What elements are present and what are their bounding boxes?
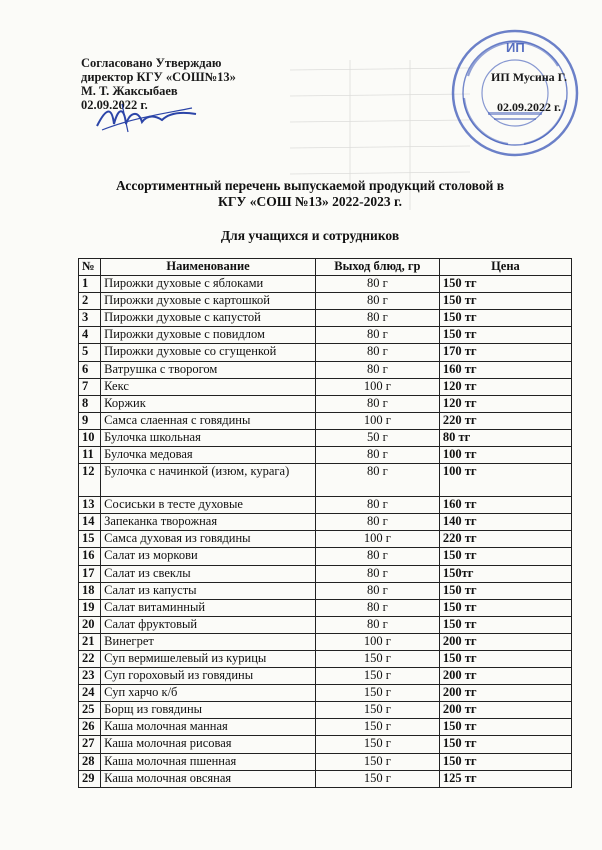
row-output: 80 г <box>315 276 439 293</box>
row-name: Кекс <box>101 378 316 395</box>
row-price: 150 тг <box>439 327 571 344</box>
row-number: 16 <box>79 548 101 565</box>
approval-line-2: директор КГУ «СОШ№13» <box>81 70 236 84</box>
row-output: 150 г <box>315 650 439 667</box>
row-price: 200 тг <box>439 633 571 650</box>
row-output: 100 г <box>315 412 439 429</box>
row-output: 150 г <box>315 736 439 753</box>
row-name: Суп харчо к/б <box>101 685 316 702</box>
row-output: 100 г <box>315 531 439 548</box>
row-output: 80 г <box>315 395 439 412</box>
table-row <box>79 293 572 310</box>
row-output: 150 г <box>315 685 439 702</box>
row-price: 150 тг <box>439 719 571 736</box>
table-row <box>79 327 572 344</box>
table-row <box>79 464 572 497</box>
table-row <box>79 633 572 650</box>
row-name: Суп гороховый из говядины <box>101 668 316 685</box>
row-price: 150 тг <box>439 650 571 667</box>
row-price: 220 тг <box>439 531 571 548</box>
signature-icon <box>92 96 202 136</box>
row-output: 80 г <box>315 514 439 531</box>
row-number: 1 <box>79 276 101 293</box>
row-output: 100 г <box>315 378 439 395</box>
row-name: Пирожки духовые со сгущенкой <box>101 344 316 361</box>
row-number: 7 <box>79 378 101 395</box>
row-output: 80 г <box>315 293 439 310</box>
row-name: Каша молочная овсяная <box>101 770 316 787</box>
row-name: Салат фруктовый <box>101 616 316 633</box>
row-price: 150тг <box>439 565 571 582</box>
approval-line-4: 02.09.2022 г. <box>81 98 148 112</box>
table-row <box>79 565 572 582</box>
row-number: 8 <box>79 395 101 412</box>
row-number: 27 <box>79 736 101 753</box>
row-name: Пирожки духовые с яблоками <box>101 276 316 293</box>
row-output: 80 г <box>315 616 439 633</box>
row-number: 3 <box>79 310 101 327</box>
row-name: Суп вермишелевый из курицы <box>101 650 316 667</box>
row-number: 4 <box>79 327 101 344</box>
row-price: 200 тг <box>439 702 571 719</box>
table-row <box>79 412 572 429</box>
table-row <box>79 753 572 770</box>
row-price: 150 тг <box>439 293 571 310</box>
row-output: 80 г <box>315 344 439 361</box>
row-number: 6 <box>79 361 101 378</box>
stamp-name: ИП Мусина Г. <box>491 70 567 84</box>
row-name: Салат из капусты <box>101 582 316 599</box>
row-output: 150 г <box>315 702 439 719</box>
row-output: 150 г <box>315 770 439 787</box>
header-name: Наименование <box>101 259 316 276</box>
row-name: Пирожки духовые с картошкой <box>101 293 316 310</box>
row-name: Пирожки духовые с капустой <box>101 310 316 327</box>
row-price: 150 тг <box>439 616 571 633</box>
row-price: 150 тг <box>439 736 571 753</box>
table-row <box>79 497 572 514</box>
row-price: 220 тг <box>439 412 571 429</box>
row-output: 80 г <box>315 464 439 497</box>
row-price: 160 тг <box>439 497 571 514</box>
header-output: Выход блюд, гр <box>315 259 439 276</box>
row-number: 28 <box>79 753 101 770</box>
row-price: 100 тг <box>439 447 571 464</box>
row-output: 80 г <box>315 548 439 565</box>
row-number: 5 <box>79 344 101 361</box>
table-body <box>79 276 572 788</box>
table-row <box>79 514 572 531</box>
row-price: 150 тг <box>439 276 571 293</box>
row-name: Булочка школьная <box>101 429 316 446</box>
document-subtitle: Для учащихся и сотрудников <box>220 228 400 243</box>
row-number: 14 <box>79 514 101 531</box>
row-name: Каша молочная манная <box>101 719 316 736</box>
row-output: 50 г <box>315 429 439 446</box>
row-name: Винегрет <box>101 633 316 650</box>
row-price: 200 тг <box>439 685 571 702</box>
row-output: 80 г <box>315 565 439 582</box>
row-price: 140 тг <box>439 514 571 531</box>
row-number: 26 <box>79 719 101 736</box>
approval-line-3: М. Т. Жаксыбаев <box>81 84 178 98</box>
row-output: 80 г <box>315 310 439 327</box>
row-price: 125 тг <box>439 770 571 787</box>
row-number: 19 <box>79 599 101 616</box>
table-row <box>79 429 572 446</box>
row-number: 20 <box>79 616 101 633</box>
stamp-date: 02.09.2022 г. <box>496 100 562 114</box>
row-output: 80 г <box>315 327 439 344</box>
row-number: 9 <box>79 412 101 429</box>
approval-line-1: Согласовано Утверждаю <box>81 56 222 70</box>
row-name: Булочка медовая <box>101 447 316 464</box>
title-line-1: Ассортиментный перечень выпускаемой продукций столовой в <box>115 178 505 193</box>
row-number: 18 <box>79 582 101 599</box>
table-row <box>79 378 572 395</box>
row-number: 24 <box>79 685 101 702</box>
table-row <box>79 616 572 633</box>
table-row <box>79 361 572 378</box>
row-price: 120 тг <box>439 378 571 395</box>
stamp-text <box>474 70 584 114</box>
table-header-row <box>79 259 572 276</box>
row-name: Самса духовая из говядины <box>101 531 316 548</box>
header-price: Цена <box>439 259 571 276</box>
table-row <box>79 447 572 464</box>
table-row <box>79 548 572 565</box>
row-output: 80 г <box>315 447 439 464</box>
row-price: 150 тг <box>439 548 571 565</box>
title-line-2: КГУ «СОШ №13» 2022-2023 г. <box>218 194 402 209</box>
table-row <box>79 531 572 548</box>
row-number: 12 <box>79 464 101 497</box>
table-row <box>79 770 572 787</box>
table-row <box>79 736 572 753</box>
row-output: 150 г <box>315 753 439 770</box>
row-price: 200 тг <box>439 668 571 685</box>
row-number: 23 <box>79 668 101 685</box>
table-row <box>79 344 572 361</box>
table-row <box>79 685 572 702</box>
row-output: 150 г <box>315 668 439 685</box>
row-output: 80 г <box>315 497 439 514</box>
row-number: 15 <box>79 531 101 548</box>
row-name: Каша молочная пшенная <box>101 753 316 770</box>
table-row <box>79 395 572 412</box>
row-number: 2 <box>79 293 101 310</box>
header-number: № <box>79 259 101 276</box>
row-name: Коржик <box>101 395 316 412</box>
row-price: 150 тг <box>439 582 571 599</box>
table-row <box>79 599 572 616</box>
table-row <box>79 582 572 599</box>
row-number: 11 <box>79 447 101 464</box>
row-name: Борщ из говядины <box>101 702 316 719</box>
row-number: 21 <box>79 633 101 650</box>
row-name: Пирожки духовые с повидлом <box>101 327 316 344</box>
table-row <box>79 668 572 685</box>
stamp-ip-label: ИП <box>506 40 525 55</box>
row-number: 29 <box>79 770 101 787</box>
row-output: 80 г <box>315 361 439 378</box>
row-price: 160 тг <box>439 361 571 378</box>
document-title <box>60 178 560 210</box>
row-name: Сосиськи в тесте духовые <box>101 497 316 514</box>
row-name: Салат из свеклы <box>101 565 316 582</box>
row-name: Ватрушка с творогом <box>101 361 316 378</box>
table-row <box>79 310 572 327</box>
row-price: 150 тг <box>439 599 571 616</box>
row-number: 10 <box>79 429 101 446</box>
product-table <box>78 258 572 788</box>
row-price: 170 тг <box>439 344 571 361</box>
row-price: 80 тг <box>439 429 571 446</box>
row-output: 80 г <box>315 599 439 616</box>
row-output: 150 г <box>315 719 439 736</box>
row-output: 100 г <box>315 633 439 650</box>
row-number: 22 <box>79 650 101 667</box>
row-name: Запеканка творожная <box>101 514 316 531</box>
row-number: 17 <box>79 565 101 582</box>
row-number: 13 <box>79 497 101 514</box>
row-price: 150 тг <box>439 753 571 770</box>
row-name: Салат из моркови <box>101 548 316 565</box>
table-row <box>79 719 572 736</box>
table-row <box>79 702 572 719</box>
row-price: 100 тг <box>439 464 571 497</box>
row-name: Салат витаминный <box>101 599 316 616</box>
row-number: 25 <box>79 702 101 719</box>
row-name: Каша молочная рисовая <box>101 736 316 753</box>
table-row <box>79 650 572 667</box>
row-output: 80 г <box>315 582 439 599</box>
row-price: 120 тг <box>439 395 571 412</box>
row-name: Самса слаенная с говядины <box>101 412 316 429</box>
table-row <box>79 276 572 293</box>
row-price: 150 тг <box>439 310 571 327</box>
row-name: Булочка с начинкой (изюм, курага) <box>101 464 316 497</box>
